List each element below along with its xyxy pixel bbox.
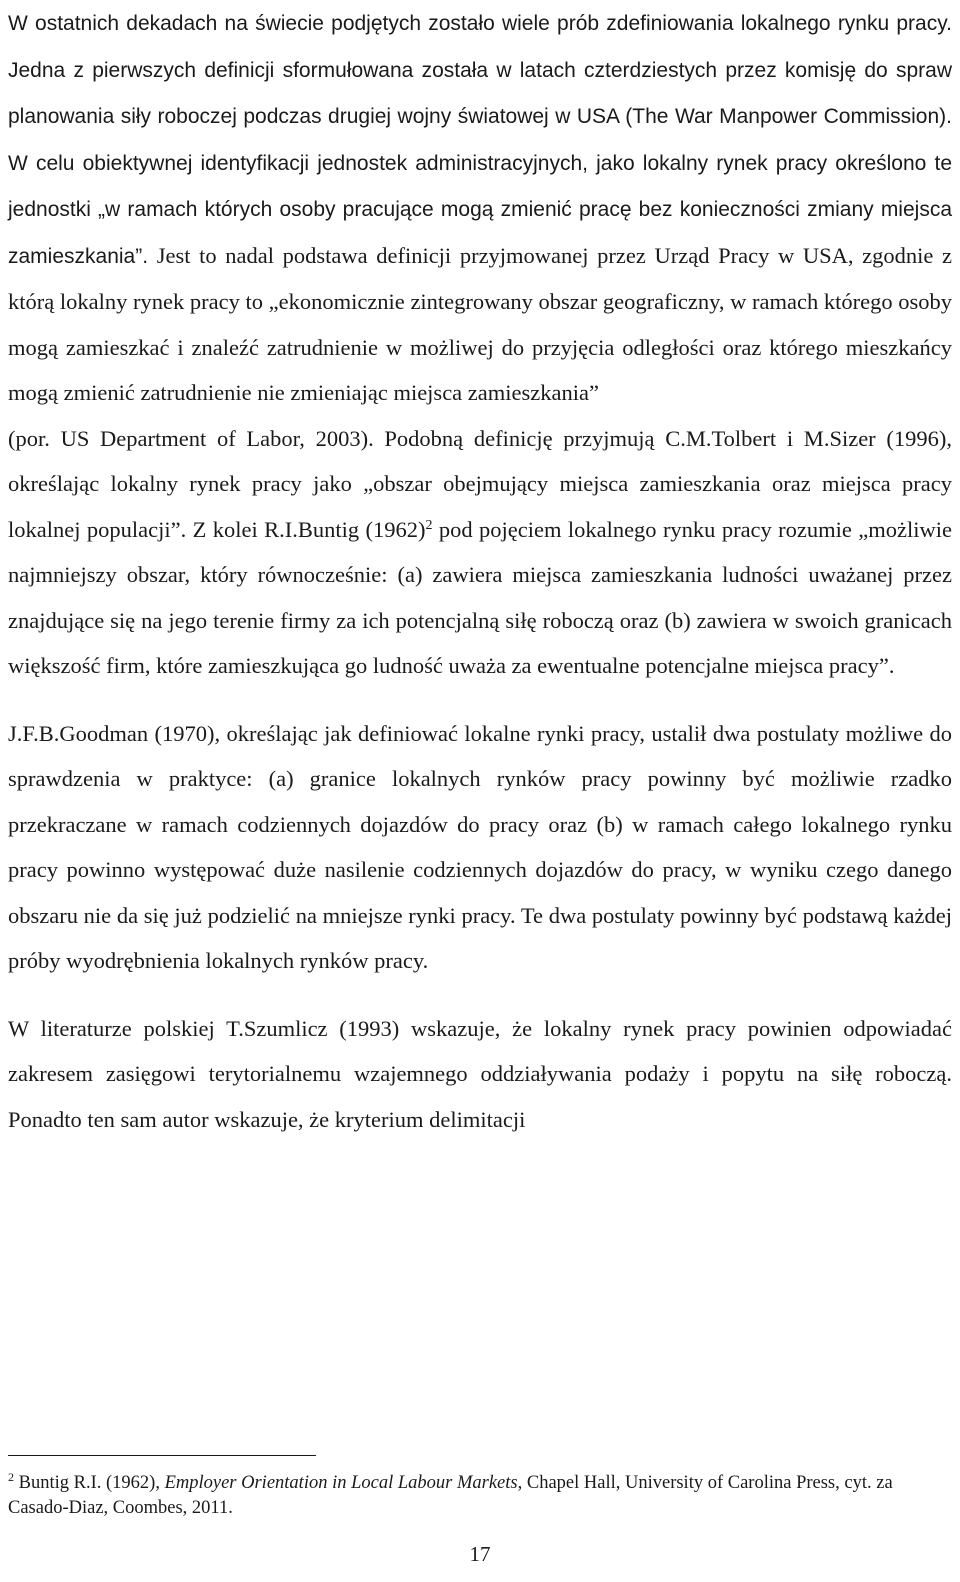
document-page: [8, 0, 952, 1142]
footnote-reference: 2: [425, 517, 433, 533]
footnote: [8, 1465, 952, 1521]
footnote-rest: , Chapel Hall, University of Carolina Press, cyt. za Casado-Diaz, Coombes, 2011.: [8, 1473, 893, 1519]
paragraph-1-sans-text: W ostatnich dekadach na świecie podjętych zostało wiele prób zdefiniowania lokalnego rynku pracy. Jedna z pierwszych definicji sformułowana została w latach czterdziestych przez komisję do spraw planowania siły roboczej podczas drugiej wojny światowej w USA (The War Manpower Commission). W celu obiektywnej identyfikacji jednostek administracyjnych, jako lokalny rynek pracy określono te jednostki „w ramach których osoby pracujące mogą zmienić pracę bez konieczności zmiany miejsca zamieszkania”.: [8, 12, 952, 268]
paragraph-2-text-b: pod pojęciem lokalnego rynku pracy rozumie „możliwie najmniejszy obszar, który równocześnie: (a) zawiera miejsca zamieszkania ludności uważanej przez znajdujące się na jego terenie firmy za ich potencjalną siłę roboczą oraz (b) zawiera w swoich granicach większość firm, które zamieszkująca go ludność uważa za ewentualne potencjalne miejsca pracy”.: [8, 516, 952, 678]
paragraph-3: J.F.B.Goodman (1970), określając jak definiować lokalne rynki pracy, ustalił dwa postulaty możliwe do sprawdzenia w praktyce: (a) granice lokalnych rynków pracy powinny być możliwie rzadko przekraczane w ramach codziennych dojazdów do pracy oraz (b) w ramach całego lokalnego rynku pracy powinno występować duże nasilenie codziennych dojazdów do pracy, w wyniku czego danego obszaru nie da się już podzielić na mniejsze rynki pracy. Te dwa postulaty powinny być podstawą każdej próby wyodrębnienia lokalnych rynków pracy.: [8, 720, 952, 973]
paragraph-1-serif-text: Jest to nadal podstawa definicji przyjmowanej przez Urząd Pracy w USA, zgodnie z którą lokalny rynek pracy to „ekonomicznie zintegrowany obszar geograficzny, w ramach którego osoby mogą zamieszkać i znaleźć zatrudnienie w możliwej do przyjęcia odległości oraz którego mieszkańcy mogą zmienić zatrudnienie nie zmieniając miejsca zamieszkania”: [8, 242, 952, 405]
paragraph-1: [8, 0, 952, 416]
paragraph-2-text-a: (por. US Department of Labor, 2003). Podobną definicję przyjmują C.M.Tolbert i M.Sizer (1996), określając lokalny rynek pracy jako „obszar obejmujący miejsca zamieszkania oraz miejsca pracy lokalnej populacji”. Z kolei R.I.Buntig (1962): [8, 425, 952, 542]
footnote-marker: 2: [8, 1470, 14, 1484]
paragraph-gap: [8, 689, 952, 711]
paragraph-4: W literaturze polskiej T.Szumlicz (1993) wskazuje, że lokalny rynek pracy powinien odpowiadać zakresem zasięgowi terytorialnemu wzajemnego oddziaływania podaży i popytu na siłę roboczą. Ponadto ten sam autor wskazuje, że kryterium delimitacji: [8, 1015, 952, 1132]
footnote-title: Employer Orientation in Local Labour Markets: [164, 1473, 518, 1494]
footnote-separator: [8, 1455, 316, 1456]
paragraph-gap: [8, 984, 952, 1006]
page-number: 17: [469, 1542, 491, 1566]
paragraph-2: [8, 416, 952, 689]
footnote-author: Buntig R.I. (1962),: [14, 1473, 165, 1494]
